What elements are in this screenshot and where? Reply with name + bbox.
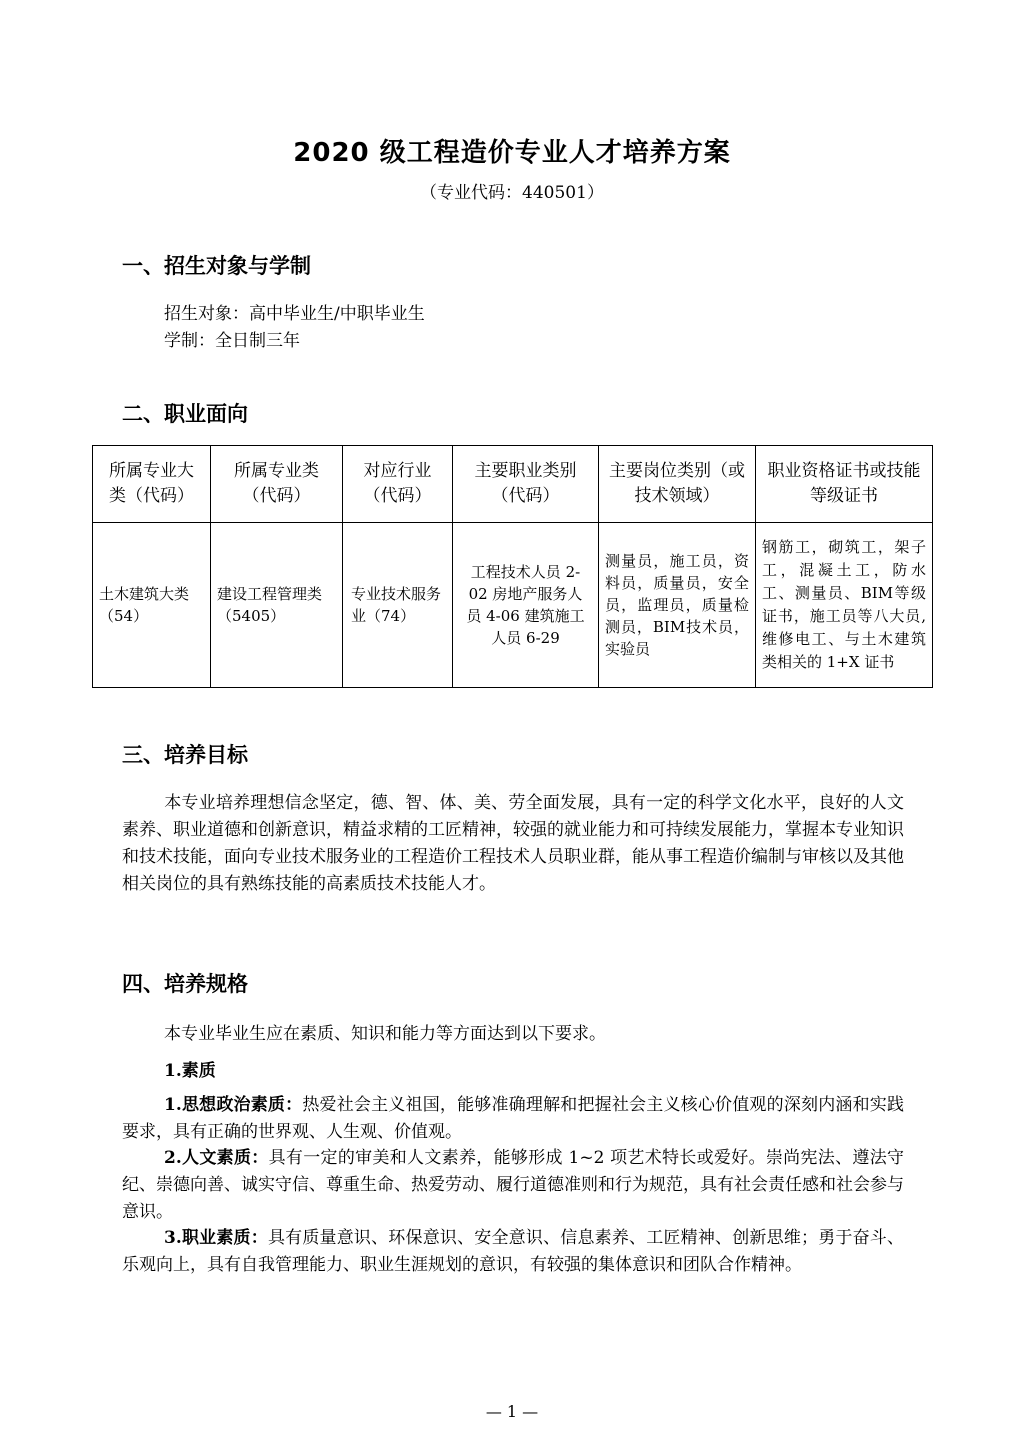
table-cell: 工程技术人员 2-02 房地产服务人员 4-06 建筑施工人员 6-29 [453, 523, 599, 688]
objectives-text: 本专业培养理想信念坚定，德、智、体、美、劳全面发展，具有一定的科学文化水平，良好的人文素养、职业道德和创新意识，精益求精的工匠精神，较强的就业能力和可持续发展能力，掌握本专业知识和技术技能，面向专业技术服务业的工程造价工程技术人员职业群，能从事工程造价编制与审核以及其他相关岗位的具有熟练技能的高素质技术技能人才。 [122, 793, 904, 894]
quality-item-text: 具有质量意识、环保意识、安全意识、信息素养、工匠精神、创新思维；勇于奋斗、乐观向上，具有自我管理能力、职业生涯规划的意识，有较强的集体意识和团队合作精神。 [122, 1228, 905, 1275]
quality-item-label: 2.人文素质： [164, 1148, 269, 1168]
specs-intro: 本专业毕业生应在素质、知识和能力等方面达到以下要求。 [164, 1024, 606, 1044]
quality-item [122, 1145, 904, 1226]
table-header: 所属专业大类（代码） [93, 446, 211, 523]
objectives-paragraph [122, 790, 904, 898]
quality-item [122, 1092, 904, 1146]
quality-item-text: 热爱社会主义祖国，能够准确理解和把握社会主义核心价值观的深刻内涵和实践要求，具有正确的世界观、人生观、价值观。 [122, 1095, 905, 1142]
table-header: 职业资格证书或技能等级证书 [756, 446, 933, 523]
section-heading-career: 二、职业面向 [122, 402, 248, 426]
quality-item-text: 具有一定的审美和人文素养，能够形成 1~2 项艺术特长或爱好。崇尚宪法、遵法守纪、崇德向善、诚实守信、尊重生命、热爱劳动、履行道德准则和行为规范，具有社会责任感和社会参与意识。 [122, 1148, 904, 1222]
career-table [92, 445, 933, 688]
table-header: 对应行业（代码） [343, 446, 453, 523]
table-cell: 测量员，施工员，资料员，质量员，安全员，监理员，质量检测员，BIM技术员，实验员 [599, 523, 756, 688]
table-header: 所属专业类（代码） [211, 446, 343, 523]
document-title: 2020 级工程造价专业人才培养方案 [293, 138, 731, 168]
table-cell: 土木建筑大类（54） [93, 523, 211, 688]
table-row [93, 523, 933, 688]
table-cell: 钢筋工，砌筑工，架子工，混凝土工，防水工、测量员、BIM等级证书，施工员等八大员, 维修电工、与土木建筑类相关的 1+X 证书 [756, 523, 933, 688]
table-header: 主要职业类别（代码） [453, 446, 599, 523]
quality-item-label: 3.职业素质： [164, 1228, 268, 1248]
section-heading-specs: 四、培养规格 [122, 972, 248, 996]
table-cell: 专业技术服务业（74） [343, 523, 453, 688]
study-duration: 学制：全日制三年 [164, 331, 300, 351]
quality-item-label: 1.思想政治素质： [164, 1095, 303, 1115]
section-heading-enrollment: 一、招生对象与学制 [122, 254, 311, 278]
page-number: — 1 — [485, 1402, 539, 1421]
enrollment-target: 招生对象：高中毕业生/中职毕业生 [164, 304, 425, 324]
specs-subheading: 1.素质 [164, 1061, 216, 1081]
table-header: 主要岗位类别（或技术领域） [599, 446, 756, 523]
table-header-row [93, 446, 933, 523]
quality-item [122, 1225, 904, 1279]
table-cell: 建设工程管理类（5405） [211, 523, 343, 688]
section-heading-objectives: 三、培养目标 [122, 743, 248, 767]
document-subtitle: （专业代码：440501） [420, 183, 604, 203]
